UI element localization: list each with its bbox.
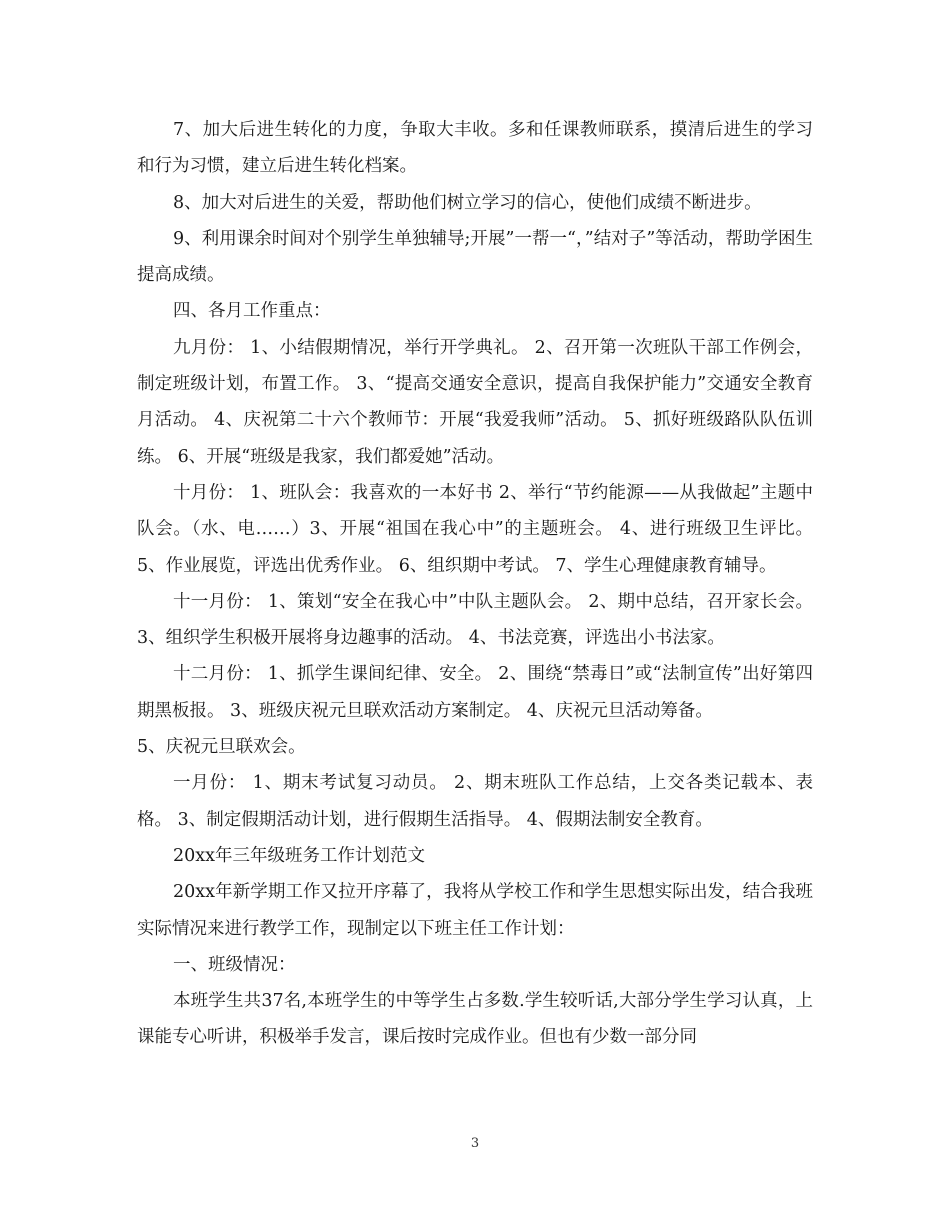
paragraph: 本班学生共37名,本班学生的中等学生占多数.学生较听话,大部分学生学习认真，上课能专心听讲，积极举手发言，课后按时完成作业。但也有少数一部分同 <box>137 991 813 1048</box>
paragraph: 十二月份： 1、抓学生课间纪律、安全。 2、围绕“禁毒日”或“法制宣传”出好第四期黑板报。 3、班级庆祝元旦联欢活动方案制定。 4、庆祝元旦活动筹备。 <box>137 664 813 721</box>
paragraph: 9、利用课余时间对个别学生单独辅导;开展”一帮一“，”结对子”等活动，帮助学困生提高成绩。 <box>137 228 813 286</box>
paragraph: 九月份： 1、小结假期情况，举行开学典礼。 2、召开第一次班队干部工作例会，制定班级计划，布置工作。 3、“提高交通安全意识，提高自我保护能力”交通安全教育月活动。 4、庆祝第二十六个教师节：开展“我爱我师”活动。 5、抓好班级路队队伍训练。 6、开展“班级是我家，我们都爱她”活动。 <box>137 337 813 467</box>
paragraph: 十月份： 1、班队会：我喜欢的一本好书 2、举行“节约能源——从我做起”主题中队会。（水、电……）3、开展“祖国在我心中”的主题班会。 4、进行班级卫生评比。 5、作业展览，评选出优秀作业。 6、组织期中考试。 7、学生心理健康教育辅导。 <box>137 482 813 576</box>
paragraph: 5、庆祝元旦联欢会。 <box>137 737 306 758</box>
document-title: 20xx年三年级班务工作计划范文 <box>173 845 426 866</box>
paragraph: 十一月份： 1、策划“安全在我心中”中队主题队会。 2、期中总结，召开家长会。 3、组织学生积极开展将身边趣事的活动。 4、书法竞赛，评选出小书法家。 <box>137 591 813 649</box>
paragraph: 8、加大对后进生的关爱，帮助他们树立学习的信心，使他们成绩不断进步。 <box>173 192 762 213</box>
page-number: 3 <box>470 1136 480 1151</box>
document-body <box>137 112 813 1056</box>
paragraph: 7、加大后进生转化的力度，争取大丰收。多和任课教师联系，摸清后进生的学习和行为习惯，建立后进生转化档案。 <box>137 120 813 177</box>
section-heading: 一、班级情况： <box>173 954 296 975</box>
paragraph: 20xx年新学期工作又拉开序幕了，我将从学校工作和学生思想实际出发，结合我班实际情况来进行教学工作，现制定以下班主任工作计划： <box>137 882 813 939</box>
paragraph: 一月份： 1、期末考试复习动员。 2、期末班队工作总结，上交各类记载本、表格。 3、制定假期活动计划，进行假期生活指导。 4、假期法制安全教育。 <box>137 773 813 830</box>
section-heading: 四、各月工作重点： <box>173 301 331 322</box>
